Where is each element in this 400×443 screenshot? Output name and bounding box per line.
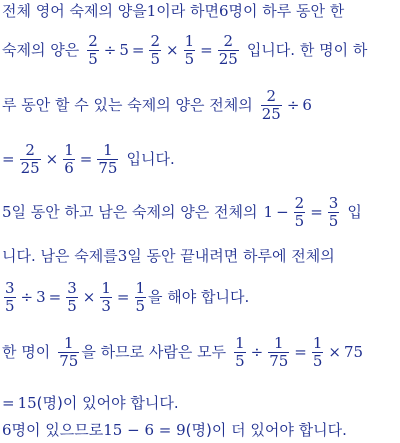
l10-expression: 15 − 6 = 9 xyxy=(103,421,186,439)
l5-text-a: 일 동안 하고 남은 숙제의 양은 전체의 xyxy=(11,203,258,221)
l2-five: 5 xyxy=(119,41,129,59)
fraction-2-25: $\frac{2}{25}$ xyxy=(218,32,238,68)
text-line-7 xyxy=(2,280,400,315)
l9-fifteen: 15 xyxy=(17,394,37,412)
equals-sign-l7: = xyxy=(48,288,62,306)
l1-six: 6 xyxy=(219,2,229,20)
fraction-2-5-b: $\frac{2}{5}$ xyxy=(150,32,161,68)
fraction-1-3: $\frac{1}{3}$ xyxy=(101,279,111,315)
fraction-2-25-l4: $\frac{2}{25}$ xyxy=(20,141,40,177)
text-line-2 xyxy=(2,33,400,68)
l2-text-a: 숙제의 양은 xyxy=(2,41,80,59)
l8-seventy-five: 75 xyxy=(343,343,364,361)
fraction-2-25-l3: $\frac{2}{25}$ xyxy=(261,87,281,123)
text-line-3 xyxy=(2,88,400,123)
text-line-5 xyxy=(2,195,400,230)
l1-text-a: 전체 영어 숙제의 양을 xyxy=(2,2,147,20)
l1-text-c: 명이 하루 동안 한 xyxy=(228,2,345,20)
l8-text-b: 을 하므로 사람은 모두 xyxy=(81,343,227,361)
fraction-2-5: $\frac{2}{5}$ xyxy=(88,32,98,68)
l6-text-a: 니다. 남은 숙제를 xyxy=(2,247,118,265)
times-sign-l7: × xyxy=(82,288,96,306)
equals-sign-l4b: = xyxy=(79,150,93,168)
minus-sign: − xyxy=(276,203,289,221)
l5-five: 5 xyxy=(2,203,12,221)
l10-six: 6 xyxy=(2,421,12,439)
l5-one: 1 xyxy=(263,203,274,221)
text-line-1 xyxy=(2,4,400,19)
fraction-1-75-l8b: $\frac{1}{75}$ xyxy=(269,334,289,370)
text-line-9 xyxy=(2,396,400,411)
l8-text-a: 한 명이 xyxy=(2,343,51,361)
l2-text-b: 입니다. 한 명이 하 xyxy=(246,41,368,59)
fraction-1-6: $\frac{1}{6}$ xyxy=(64,141,74,177)
l10-text-b: (명)이 더 있어야 합니다. xyxy=(185,421,347,439)
l5-text-b: 입 xyxy=(347,203,362,221)
divide-sign-l7: ÷ xyxy=(20,288,34,306)
text-line-6 xyxy=(2,249,400,264)
times-sign: × xyxy=(166,41,179,59)
l3-six: 6 xyxy=(302,96,312,114)
divide-sign-l3: ÷ xyxy=(286,96,300,114)
equals-sign-l9: = xyxy=(2,394,15,412)
l6-three: 3 xyxy=(117,247,128,265)
fraction-1-75: $\frac{1}{75}$ xyxy=(98,141,118,177)
l1-one: 1 xyxy=(146,2,157,20)
l6-text-b: 일 동안 끝내려면 하루에 전체의 xyxy=(127,247,335,265)
l1-text-b: 이라 하면 xyxy=(156,2,219,20)
equals-sign: = xyxy=(131,41,145,59)
text-line-10 xyxy=(2,423,400,438)
text-line-8 xyxy=(2,335,400,370)
divide-sign-l8: ÷ xyxy=(250,343,264,361)
fraction-3-5-l7: $\frac{3}{5}$ xyxy=(5,279,15,315)
fraction-3-5: $\frac{3}{5}$ xyxy=(328,194,339,230)
equals-sign-l5: = xyxy=(310,203,323,221)
equals-sign-l8: = xyxy=(294,343,307,361)
equals-sign-l7b: = xyxy=(116,288,130,306)
fraction-2-5-l5: $\frac{2}{5}$ xyxy=(294,194,305,230)
l7-text-b: 을 해야 합니다. xyxy=(148,288,250,306)
l10-text-a: 명이 있으므로 xyxy=(11,421,104,439)
fraction-1-5-l8b: $\frac{1}{5}$ xyxy=(312,334,323,370)
fraction-1-5: $\frac{1}{5}$ xyxy=(184,32,195,68)
equals-sign-2: = xyxy=(200,41,213,59)
text-line-4 xyxy=(2,142,400,177)
fraction-1-5-l8: $\frac{1}{5}$ xyxy=(235,334,245,370)
fraction-1-5-l7: $\frac{1}{5}$ xyxy=(135,279,146,315)
l4-text-b: 입니다. xyxy=(126,150,175,168)
divide-sign: ÷ xyxy=(103,41,117,59)
l9-text-a: (명)이 있어야 합니다. xyxy=(36,394,179,412)
fraction-1-75-l8: $\frac{1}{75}$ xyxy=(59,334,79,370)
times-sign-l4: × xyxy=(45,150,59,168)
l7-three: 3 xyxy=(36,288,46,306)
fraction-3-5-l7b: $\frac{3}{5}$ xyxy=(67,279,77,315)
l3-text-a: 루 동안 할 수 있는 숙제의 양은 전체의 xyxy=(2,96,253,114)
times-sign-l8: × xyxy=(328,343,341,361)
equals-sign-l4: = xyxy=(2,150,15,168)
